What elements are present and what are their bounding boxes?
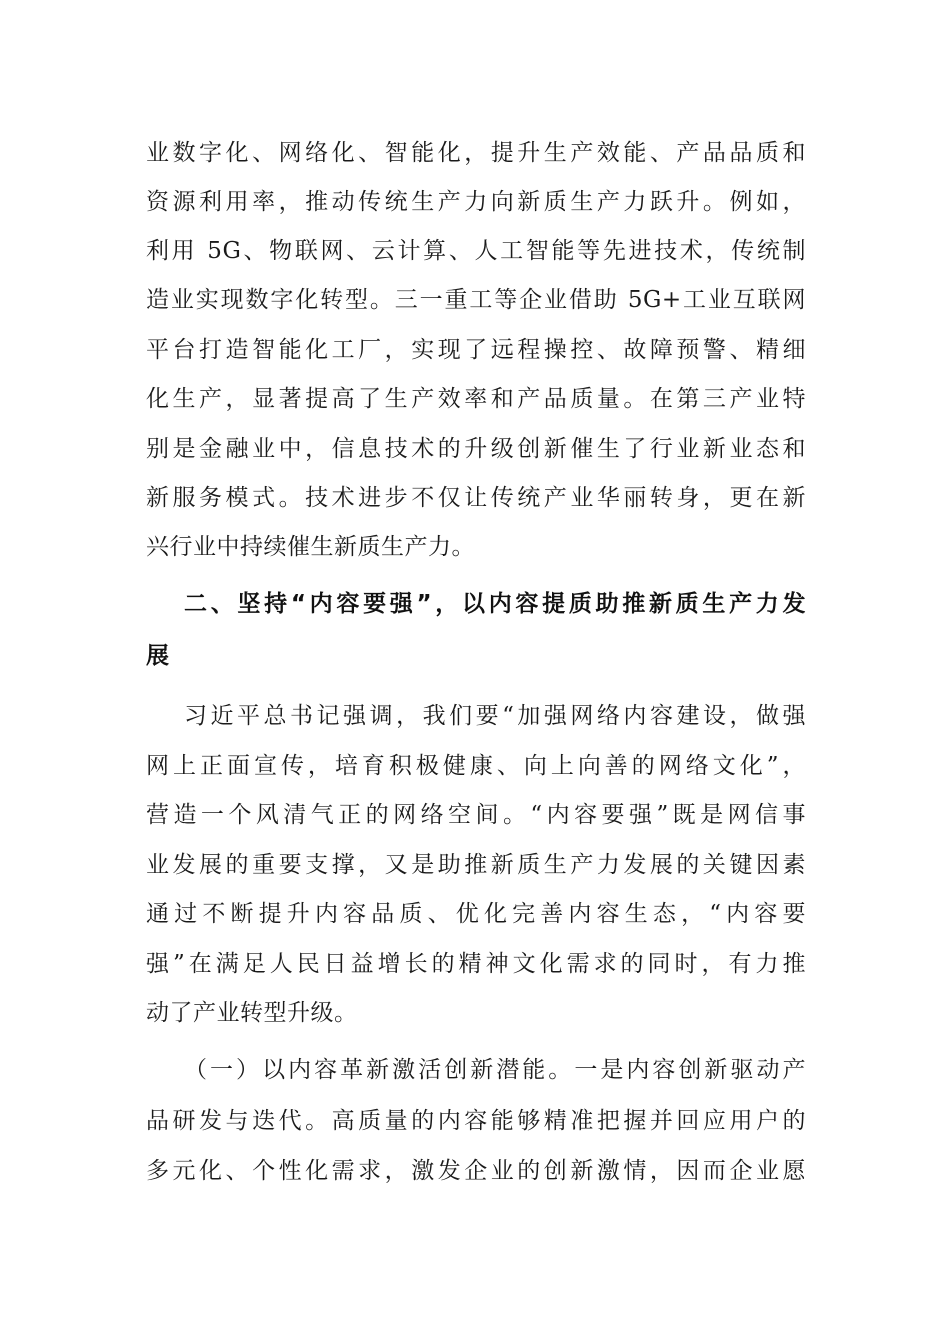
section-heading-continuation: 展 (146, 643, 170, 669)
section-heading: 二、坚持“内容要强”，以内容提质助推新质生产力发 (184, 591, 806, 617)
body-text-line: 造业实现数字化转型。三一重工等企业借助 5G+工业互联网 (146, 287, 806, 313)
body-text-line: 新服务模式。技术进步不仅让传统产业华丽转身，更在新 (146, 485, 806, 511)
body-text-line: 兴行业中持续催生新质生产力。 (146, 534, 475, 560)
paragraph-first-line: 习近平总书记强调，我们要“加强网络内容建设，做强 (184, 703, 806, 729)
subsection-first-line: （一）以内容革新激活创新潜能。一是内容创新驱动产 (184, 1057, 806, 1083)
body-text-line: 品研发与迭代。高质量的内容能够精准把握并回应用户的 (146, 1108, 806, 1134)
body-text-line: 资源利用率，推动传统生产力向新质生产力跃升。例如， (146, 189, 806, 215)
body-text-line: 网上正面宣传，培育积极健康、向上向善的网络文化”， (146, 753, 806, 779)
body-text-line: 强”在满足人民日益增长的精神文化需求的同时，有力推 (146, 951, 806, 977)
body-text-line: 营造一个风清气正的网络空间。“内容要强”既是网信事 (146, 802, 806, 828)
body-text-line: 利用 5G、物联网、云计算、人工智能等先进技术，传统制 (146, 238, 806, 264)
body-text-line: 通过不断提升内容品质、优化完善内容生态，“内容要 (146, 901, 806, 927)
body-text-line: 动了产业转型升级。 (146, 1000, 358, 1026)
body-text-line: 业发展的重要支撑，又是助推新质生产力发展的关键因素 (146, 852, 806, 878)
body-text-line: 别是金融业中，信息技术的升级创新催生了行业新业态和 (146, 436, 806, 462)
body-text-line: 化生产，显著提高了生产效率和产品质量。在第三产业特 (146, 386, 806, 412)
body-text-line: 平台打造智能化工厂，实现了远程操控、故障预警、精细 (146, 337, 806, 363)
body-text-line: 业数字化、网络化、智能化，提升生产效能、产品品质和 (146, 140, 806, 166)
body-text-line: 多元化、个性化需求，激发企业的创新激情，因而企业愿 (146, 1158, 806, 1184)
